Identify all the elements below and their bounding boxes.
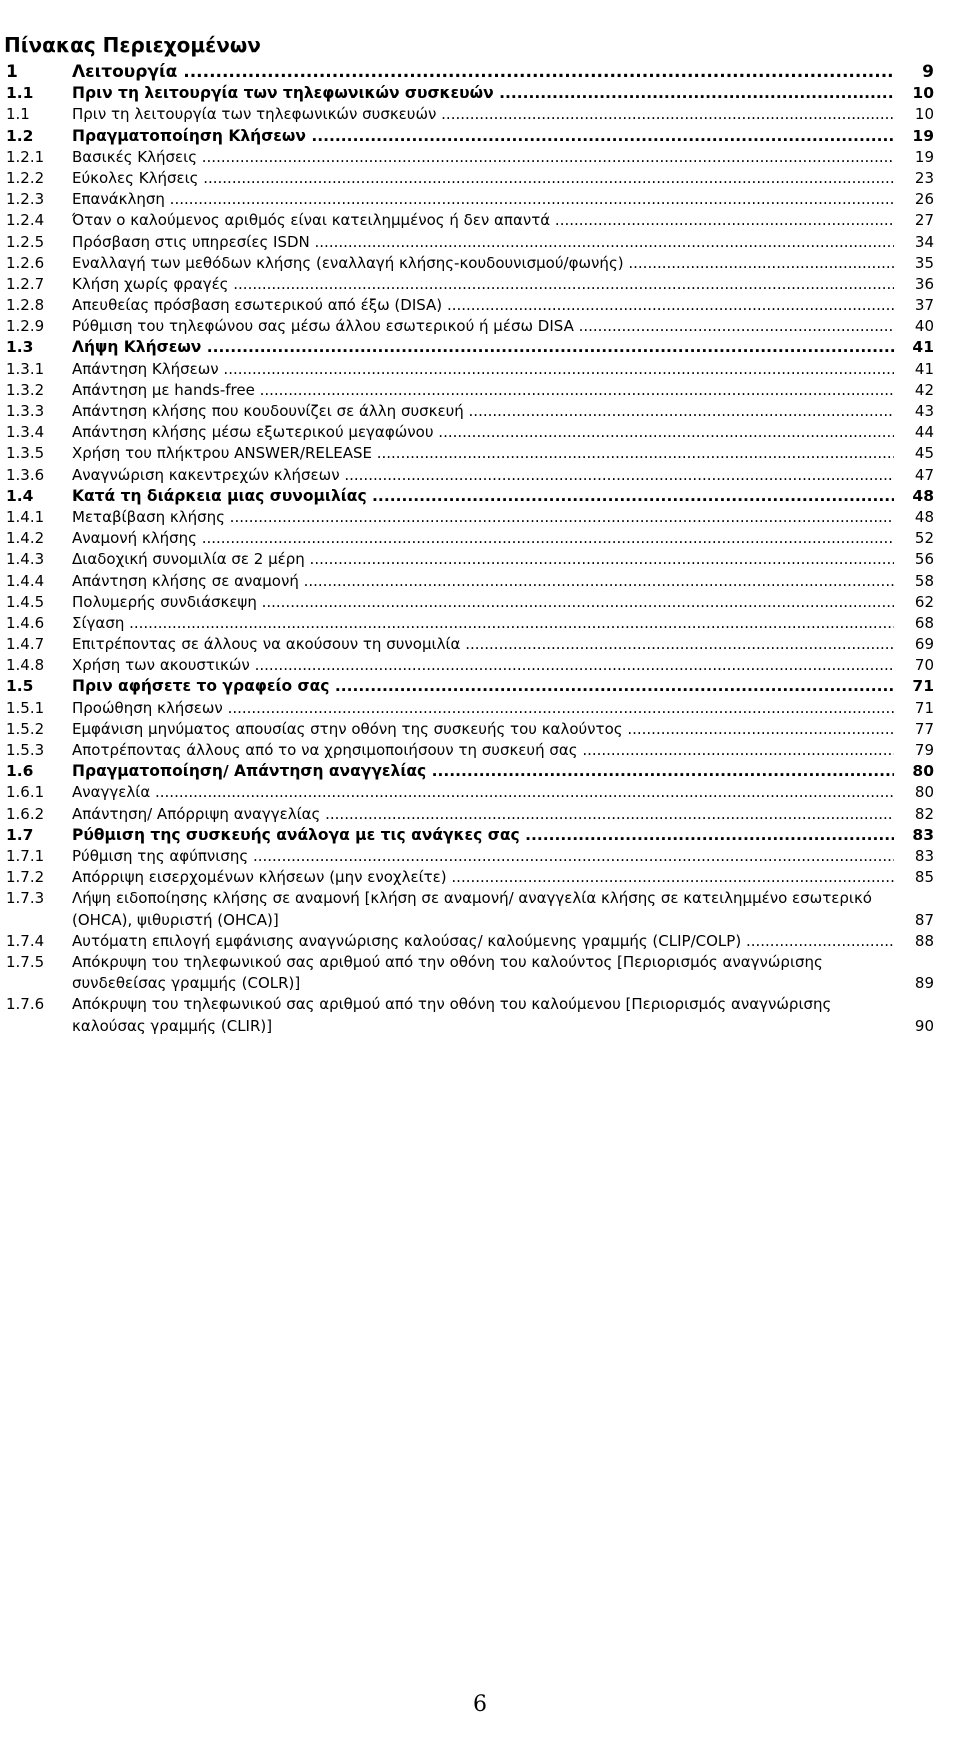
toc-entry[interactable]	[6, 549, 934, 570]
toc-entry-page: 44	[894, 422, 934, 443]
toc-entry-title[interactable]: Απόκρυψη του τηλεφωνικού σας αριθμού από την οθόνη του καλούμενου [Περιορισμός αναγνώρισης καλούσας γραμμής (CLIR)]	[72, 995, 832, 1035]
toc-entry-number: 1.4.8	[6, 656, 45, 675]
toc-entry[interactable]	[6, 740, 934, 761]
toc-entry-number: 1.4.4	[6, 571, 45, 590]
toc-entry-title[interactable]: Επιτρέποντας σε άλλους να ακούσουν τη συνομιλία .....	[72, 634, 934, 655]
toc-entry[interactable]	[6, 232, 934, 253]
toc-entry-number: 1.4.3	[6, 550, 45, 569]
toc-entry-page: 80	[894, 782, 934, 803]
toc-entry-title[interactable]: Απάντηση/ Απόρριψη αναγγελίας .....	[72, 804, 934, 825]
toc-entry-page: 47	[894, 465, 934, 486]
toc-entry-number: 1.2.7	[6, 274, 45, 293]
toc-entry-number: 1.5.3	[6, 741, 45, 759]
toc-entry[interactable]	[6, 168, 934, 189]
toc-entry[interactable]	[6, 465, 934, 486]
toc-entry-title[interactable]: Πριν τη λειτουργία των τηλεφωνικών συσκευών .....	[72, 83, 934, 104]
toc-entry-page: 56	[894, 549, 934, 570]
toc-entry[interactable]	[6, 295, 934, 316]
toc-entry-number: 1.4.6	[6, 613, 45, 632]
toc-entry-page: 34	[894, 232, 934, 253]
toc-entry-page: 87	[894, 910, 934, 931]
toc-entry-page: 10	[894, 83, 934, 104]
table-of-contents	[6, 62, 934, 1037]
toc-entry-number: 1.5	[6, 677, 34, 696]
toc-entry-page: 27	[894, 210, 934, 231]
toc-entry-page: 41	[894, 359, 934, 380]
toc-entry-title[interactable]: Ρύθμιση της αφύπνισης .....	[72, 846, 934, 867]
toc-entry-title[interactable]: Όταν ο καλούμενος αριθμός είναι κατειλημμένος ή δεν απαντά .....	[72, 210, 934, 231]
toc-entry[interactable]	[6, 316, 934, 337]
toc-entry-title[interactable]: Επανάκληση .....	[72, 189, 934, 210]
toc-entry-title[interactable]: Εμφάνιση μηνύματος απουσίας στην οθόνη της συσκευής του καλούντος .....	[72, 719, 934, 740]
toc-entry-number: 1.3.4	[6, 423, 45, 442]
toc-entry-number: 1.4.1	[6, 507, 45, 526]
toc-entry[interactable]	[6, 994, 934, 1036]
toc-entry-page: 52	[894, 528, 934, 549]
toc-entry-title[interactable]: Απόρριψη εισερχομένων κλήσεων (μην ενοχλείτε) .....	[72, 867, 934, 888]
toc-entry-number: 1.4.2	[6, 529, 45, 548]
toc-entry-number: 1.1	[6, 105, 30, 124]
toc-entry-number: 1.3.1	[6, 359, 45, 378]
toc-entry-number: 1.3.2	[6, 380, 45, 399]
toc-entry-number: 1.7.6	[6, 995, 45, 1014]
toc-entry-number: 1.2.3	[6, 190, 45, 209]
toc-entry[interactable]	[6, 846, 934, 867]
toc-entry-title[interactable]: Λειτουργία .....	[42, 62, 934, 83]
toc-entry-number: 1	[6, 62, 18, 82]
toc-entry-title[interactable]: Σίγαση .....	[72, 613, 934, 634]
toc-entry-title[interactable]: Χρήση των ακουστικών .....	[72, 655, 934, 676]
toc-entry[interactable]	[6, 698, 934, 719]
toc-entry[interactable]	[6, 761, 934, 782]
toc-entry[interactable]	[6, 126, 934, 147]
toc-entry-title[interactable]: Αναμονή κλήσης .....	[72, 528, 934, 549]
toc-entry-number: 1.3.3	[6, 402, 45, 420]
toc-entry-number: 1.2.6	[6, 253, 45, 272]
toc-entry[interactable]	[6, 613, 934, 634]
toc-entry-number: 1.2.8	[6, 296, 45, 315]
toc-entry-page: 36	[894, 274, 934, 295]
toc-entry-page: 41	[894, 337, 934, 358]
toc-entry[interactable]	[6, 592, 934, 613]
toc-entry[interactable]	[6, 104, 934, 125]
toc-entry-title[interactable]: Λήψη Κλήσεων .....	[72, 337, 934, 358]
toc-entry-page: 83	[894, 846, 934, 867]
toc-entry-title[interactable]: Απάντηση κλήσης που κουδουνίζει σε άλλη συσκευή .....	[72, 401, 934, 422]
toc-entry-page: 19	[894, 126, 934, 147]
toc-entry-number: 1.5.1	[6, 698, 45, 717]
toc-entry-title[interactable]: Εύκολες Κλήσεις .....	[72, 168, 934, 189]
toc-entry-page: 70	[894, 655, 934, 676]
toc-entry-title[interactable]: Λήψη ειδοποίησης κλήσης σε αναμονή [κλήση σε αναμονή/ αναγγελία κλήσης σε κατειλημμένο εσωτερικό (OHCA), ψιθυριστή (OHCA)]	[72, 889, 872, 929]
toc-entry[interactable]	[6, 507, 934, 528]
toc-entry[interactable]	[6, 359, 934, 380]
toc-entry-title[interactable]: Πριν τη λειτουργία των τηλεφωνικών συσκευών .....	[72, 104, 934, 125]
toc-entry-page: 62	[894, 592, 934, 613]
toc-entry-number: 1.2.1	[6, 147, 45, 166]
toc-entry[interactable]	[6, 274, 934, 295]
toc-entry-page: 26	[894, 189, 934, 210]
toc-entry-title[interactable]: Αναγνώριση κακεντρεχών κλήσεων .....	[72, 465, 934, 486]
toc-title: Πίνακας Περιεχομένων	[4, 33, 261, 57]
toc-entry-title[interactable]: Ρύθμιση της συσκευής ανάλογα με τις ανάγκες σας .....	[72, 825, 934, 846]
toc-entry[interactable]	[6, 888, 934, 930]
toc-entry-page: 45	[894, 443, 934, 464]
toc-entry-title[interactable]: Πραγματοποίηση Κλήσεων .....	[72, 126, 934, 147]
toc-entry[interactable]	[6, 380, 934, 401]
toc-entry-title[interactable]: Μεταβίβαση κλήσης .....	[72, 507, 934, 528]
toc-entry-number: 1.7.5	[6, 952, 45, 971]
toc-entry-title[interactable]: Πραγματοποίηση/ Απάντηση αναγγελίας .....	[72, 761, 934, 782]
toc-entry[interactable]	[6, 189, 934, 210]
toc-entry-number: 1.2.5	[6, 232, 45, 251]
toc-entry-page: 89	[894, 973, 934, 994]
toc-entry-page: 90	[894, 1016, 934, 1037]
page-number: 6	[473, 1692, 487, 1717]
toc-entry[interactable]	[6, 210, 934, 231]
toc-entry-page: 77	[894, 719, 934, 740]
toc-entry[interactable]	[6, 443, 934, 464]
toc-entry-title[interactable]: Απάντηση με hands-free .....	[72, 380, 934, 401]
toc-entry[interactable]	[6, 571, 934, 592]
toc-entry[interactable]	[6, 528, 934, 549]
toc-entry-number: 1.5.2	[6, 719, 45, 738]
toc-entry-number: 1.6.2	[6, 804, 45, 823]
toc-entry-number: 1.3	[6, 338, 34, 357]
toc-entry[interactable]	[6, 486, 934, 507]
toc-entry-title[interactable]: Κατά τη διάρκεια μιας συνομιλίας .....	[72, 486, 934, 507]
toc-entry-title[interactable]: Εναλλαγή των μεθόδων κλήσης (εναλλαγή κλήσης-κουδουνισμού/φωνής) .....	[72, 253, 934, 274]
toc-entry-title[interactable]: Απευθείας πρόσβαση εσωτερικού από έξω (DISA) .....	[72, 295, 934, 316]
toc-entry-page: 43	[894, 401, 934, 422]
toc-entry-title[interactable]: Απόκρυψη του τηλεφωνικού σας αριθμού από την οθόνη του καλούντος [Περιορισμός αναγνώρισης συνδεθείσας γραμμής (COLR)]	[72, 952, 823, 993]
toc-entry[interactable]	[6, 62, 934, 83]
toc-entry-title[interactable]: Κλήση χωρίς φραγές .....	[72, 274, 934, 295]
toc-entry-title[interactable]: Πολυμερής συνδιάσκεψη .....	[72, 592, 934, 613]
toc-entry-title[interactable]: Χρήση του πλήκτρου ANSWER/RELEASE .....	[72, 443, 934, 464]
toc-entry-title[interactable]: Αναγγελία .....	[72, 782, 934, 803]
toc-entry-title[interactable]: Απάντηση κλήσης σε αναμονή .....	[72, 571, 934, 592]
toc-entry[interactable]	[6, 655, 934, 676]
toc-entry[interactable]	[6, 401, 934, 422]
toc-entry-page: 10	[894, 104, 934, 125]
toc-entry-title[interactable]: Βασικές Κλήσεις .....	[72, 147, 934, 168]
toc-entry-title[interactable]: Απάντηση κλήσης μέσω εξωτερικού μεγαφώνου .....	[72, 422, 934, 443]
toc-entry-page: 88	[894, 931, 934, 952]
toc-entry-page: 80	[894, 761, 934, 782]
toc-entry-number: 1.2.4	[6, 211, 45, 230]
toc-entry-title[interactable]: Ρύθμιση του τηλεφώνου σας μέσω άλλου εσωτερικού ή μέσω DISA .....	[72, 316, 934, 337]
toc-entry-number: 1.4.5	[6, 592, 45, 611]
toc-entry-number: 1.7.3	[6, 889, 45, 908]
toc-entry-page: 48	[894, 507, 934, 528]
toc-entry-page: 37	[894, 295, 934, 316]
toc-entry[interactable]	[6, 337, 934, 358]
toc-entry-page: 35	[894, 253, 934, 274]
toc-entry[interactable]	[6, 422, 934, 443]
toc-entry-page: 85	[894, 867, 934, 888]
toc-entry[interactable]	[6, 782, 934, 803]
toc-entry-page: 9	[894, 62, 934, 83]
toc-entry-page: 19	[894, 147, 934, 168]
toc-entry-page: 82	[894, 804, 934, 825]
toc-entry-title[interactable]: Πριν αφήσετε το γραφείο σας .....	[72, 676, 934, 697]
toc-entry-number: 1.7.2	[6, 868, 45, 887]
toc-entry-number: 1.1	[6, 84, 34, 103]
toc-entry-page: 48	[894, 486, 934, 507]
toc-entry-number: 1.7	[6, 825, 34, 844]
toc-entry[interactable]	[6, 253, 934, 274]
toc-entry-number: 1.2.2	[6, 168, 45, 187]
toc-entry[interactable]	[6, 83, 934, 104]
toc-entry-number: 1.3.5	[6, 444, 45, 463]
toc-entry-number: 1.6	[6, 762, 34, 781]
toc-entry-page: 83	[894, 825, 934, 846]
toc-entry[interactable]	[6, 719, 934, 740]
toc-entry-number: 1.2.9	[6, 317, 45, 336]
toc-entry-title[interactable]: Προώθηση κλήσεων .....	[72, 698, 934, 719]
toc-entry[interactable]	[6, 634, 934, 655]
toc-entry-page: 69	[894, 634, 934, 655]
toc-entry-page: 40	[894, 316, 934, 337]
toc-entry[interactable]	[6, 147, 934, 168]
toc-entry-page: 79	[894, 740, 934, 761]
toc-entry-page: 42	[894, 380, 934, 401]
toc-entry-number: 1.7.1	[6, 846, 45, 865]
toc-entry[interactable]	[6, 952, 934, 994]
toc-entry[interactable]	[6, 825, 934, 846]
toc-entry-page: 71	[894, 676, 934, 697]
toc-entry-title[interactable]: Απάντηση Κλήσεων .....	[72, 359, 934, 380]
toc-entry-number: 1.6.1	[6, 783, 45, 802]
toc-entry-page: 23	[894, 168, 934, 189]
toc-entry-title[interactable]: Αυτόματη επιλογή εμφάνισης αναγνώρισης καλούσας/ καλούμενης γραμμής (CLIP/COLP) .....	[72, 931, 934, 952]
toc-entry-page: 68	[894, 613, 934, 634]
toc-entry[interactable]	[6, 676, 934, 697]
toc-entry-page: 58	[894, 571, 934, 592]
toc-entry-title[interactable]: Πρόσβαση στις υπηρεσίες ISDN .....	[72, 232, 934, 253]
toc-entry-number: 1.2	[6, 126, 34, 145]
toc-entry[interactable]	[6, 804, 934, 825]
toc-entry-number: 1.4	[6, 486, 34, 505]
toc-entry-number: 1.3.6	[6, 465, 45, 484]
toc-entry-number: 1.7.4	[6, 931, 45, 950]
toc-entry[interactable]	[6, 931, 934, 952]
toc-entry[interactable]	[6, 867, 934, 888]
toc-entry-number: 1.4.7	[6, 635, 45, 654]
toc-entry-title[interactable]: Διαδοχική συνομιλία σε 2 μέρη .....	[72, 549, 934, 570]
toc-entry-page: 71	[894, 698, 934, 719]
toc-entry-title[interactable]: Αποτρέποντας άλλους από το να χρησιμοποιήσουν τη συσκευή σας .....	[72, 740, 934, 761]
